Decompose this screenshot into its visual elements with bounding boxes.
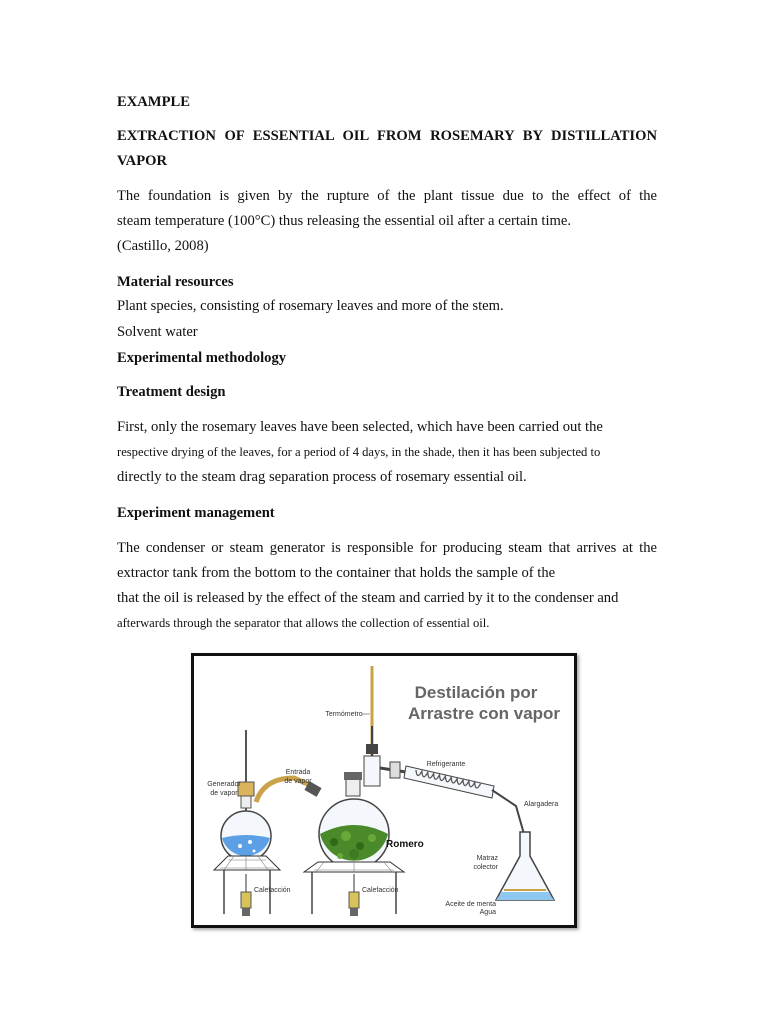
label-romero: Romero [386,839,424,850]
section-heading: EXAMPLE [117,94,190,110]
management-line-3: that the oil is released by the effect of the steam and carried by it to the condenser and [117,590,619,606]
treatment-line-1: First, only the rosemary leaves have been selected, which have been carried out the [117,419,603,435]
management-line-4: afterwards through the separator that allows the collection of essential oil. [117,616,490,630]
title-line-2: VAPOR [117,153,168,169]
collector-flask [496,832,554,900]
label-aceite: Aceite de menta [445,901,496,908]
foundation-line-1: The foundation is given by the rupture of the plant tissue due to the effect of the [117,188,657,204]
material-line-2: Solvent water [117,324,198,340]
label-termometro: Termómetro [325,711,363,718]
management-line-1: The condenser or steam generator is responsible for producing steam that arrives at the [117,540,657,556]
treatment-line-3: directly to the steam drag separation process of rosemary essential oil. [117,469,527,485]
title-line-1: EXTRACTION OF ESSENTIAL OIL FROM ROSEMARY BY DISTILLATION [117,128,657,144]
management-line-2: extractor tank from the bottom to the container that holds the sample of the [117,565,556,581]
material-line-1: Plant species, consisting of rosemary leaves and more of the stem. [117,298,504,314]
label-refrigerante: Refrigerante [426,761,466,768]
label-calefaccion-right: Calefacción [362,887,399,894]
management-heading: Experiment management [117,505,275,521]
foundation-line-2: steam temperature (100°C) thus releasing the essential oil after a certain time. [117,213,572,229]
label-calefaccion-left: Calefacción [254,887,291,894]
label-entrada-1: Entrada [285,769,311,776]
figure-title-line-1: Destilación por [414,683,538,702]
label-agua: Agua [479,909,496,916]
treatment-heading: Treatment design [117,384,226,400]
label-generador-1: Generador [207,781,241,788]
label-matraz-1: Matraz [476,855,498,862]
condenser [380,762,524,834]
label-entrada-2: de vapor [284,778,312,785]
methodology-heading: Experimental methodology [117,350,287,366]
distillation-figure [191,653,577,928]
treatment-line-2: respective drying of the leaves, for a period of 4 days, in the shade, then it has been subjected to [117,445,601,459]
label-alargadera: Alargadera [524,801,559,808]
label-generador-2: de vapor [210,790,238,797]
citation: (Castillo, 2008) [117,238,209,254]
distillation-diagram [194,656,574,925]
figure-title-line-2: Arrastre con vapor [407,704,561,723]
label-matraz-2: colector [473,864,498,871]
material-heading: Material resources [117,274,234,290]
